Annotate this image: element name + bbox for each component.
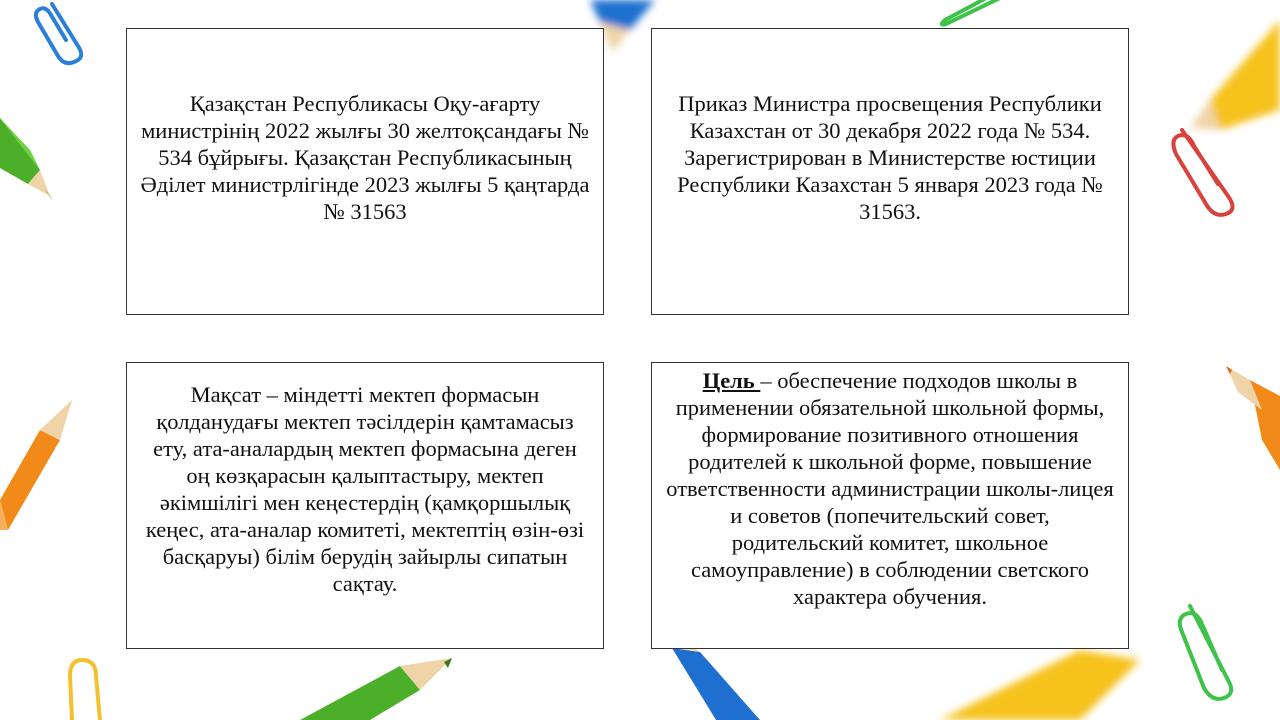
pencil-icon: [1190, 20, 1280, 130]
goal-kazakh-box: [126, 362, 604, 649]
goal-kazakh-text: Мақсат – міндетті мектеп формасын қолданудағы мектеп тәсілдерін қамтамасыз ету, ата-аналардың мектеп формасына деген оң көзқарасын қалыптастыру, мектеп әкімшілігі мен кеңестердің (қамқоршылық кеңес, ата-аналар комитеті, мектептің өзін-өзі басқаруы) білім берудің зайырлы сипатын сақтау.: [145, 382, 585, 596]
order-kazakh-text: Қазақстан Республикасы Оқу-ағарту министрінің 2022 жылғы 30 желтоқсандағы № 534 бұйрығы. Қазақстан Республикасының Әділет министрлігінде 2023 жылғы 5 қаңтарда № 31563: [140, 91, 590, 224]
order-kazakh-box: [126, 28, 604, 315]
order-russian-text: Приказ Министра просвещения Республики Казахстан от 30 декабря 2022 года № 534. Зарегистрирован в Министерстве юстиции Республики Казахстан 5 января 2023 года № 31563.: [677, 91, 1103, 224]
paperclip-icon: [1173, 130, 1232, 215]
paperclip-icon: [70, 660, 100, 720]
goal-russian-text: – обеспечение подходов школы в применении обязательной школьной формы, формирование позитивного отношения родителей к школьной форме, повышение ответственности администрации школы-лицея и советов (попечительский совет, родительский комитет, школьное самоуправление) в соблюдении светского характера обучения.: [666, 368, 1114, 609]
goal-russian-label: Цель: [702, 368, 761, 393]
pencil-icon: [1226, 366, 1280, 470]
pencil-icon: [300, 658, 452, 720]
order-russian-box: [651, 28, 1129, 315]
pencil-icon: [0, 398, 73, 530]
pencil-icon: [940, 650, 1140, 720]
paperclip-icon: [1180, 606, 1231, 699]
paperclip-icon: [36, 4, 81, 63]
goal-russian-paragraph: [662, 367, 1118, 610]
pencil-icon: [0, 118, 53, 201]
paperclip-icon: [942, 0, 1000, 25]
goal-russian-box: [651, 362, 1129, 649]
pencil-icon: [672, 640, 760, 720]
